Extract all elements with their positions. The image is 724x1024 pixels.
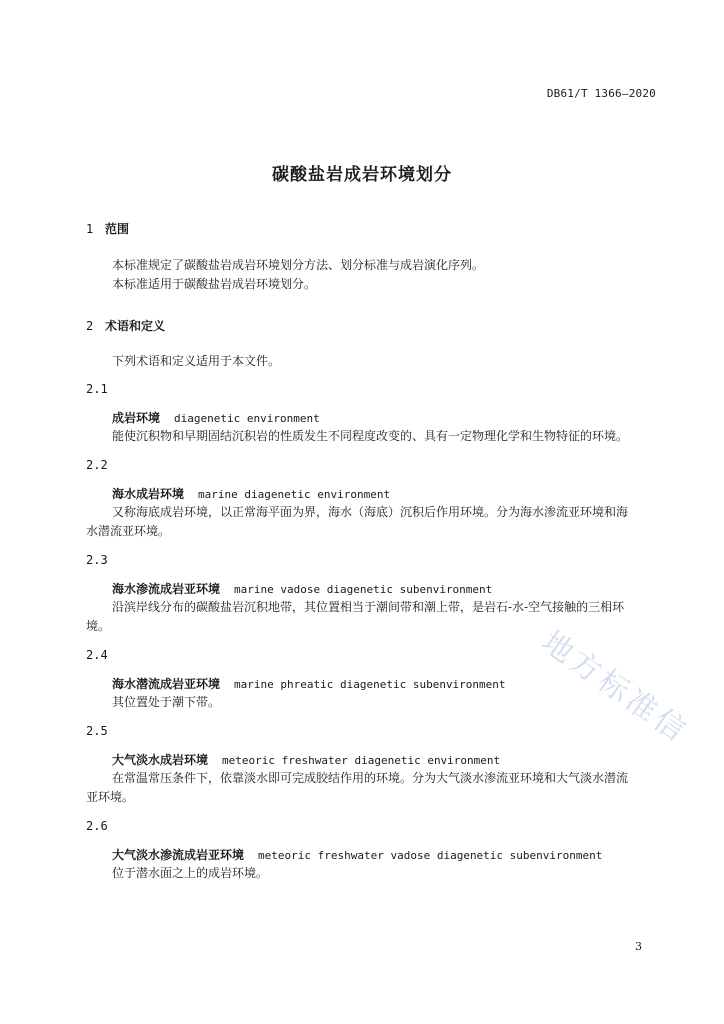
term-2-1-number: 2.1 — [86, 382, 108, 396]
term-2-2-heading — [112, 485, 390, 502]
section-1-title: 范围 — [105, 222, 130, 236]
term-2-6-def-line-1: 位于潜水面之上的成岩环境。 — [112, 866, 269, 880]
term-2-6-en: meteoric freshwater vadose diagenetic subenvironment — [258, 849, 603, 862]
term-2-4-def-line-1: 其位置处于潮下带。 — [112, 695, 221, 709]
term-2-1-en: diagenetic environment — [174, 412, 320, 425]
term-2-4-number: 2.4 — [86, 648, 108, 662]
term-2-1-def-line-1: 能使沉积物和早期固结沉积岩的性质发生不同程度改变的、具有一定物理化学和生物特征的环境。 — [112, 429, 629, 443]
term-2-2-def-line-2: 水潜流亚环境。 — [86, 524, 171, 538]
term-2-5-def-line-1: 在常温常压条件下，依靠淡水即可完成胶结作用的环境。分为大气淡水渗流亚环境和大气淡水潜流 — [112, 771, 629, 785]
section-2-heading — [86, 317, 165, 334]
document-title: 碳酸盐岩成岩环境划分 — [272, 165, 452, 185]
section-1-line-2: 本标准适用于碳酸盐岩成岩环境划分。 — [112, 277, 317, 291]
page-number: 3 — [635, 940, 642, 953]
term-2-5-def-line-2: 亚环境。 — [86, 790, 135, 804]
term-2-2-zh: 海水成岩环境 — [112, 487, 185, 501]
term-2-3-number: 2.3 — [86, 553, 108, 567]
term-2-1-zh: 成岩环境 — [112, 411, 161, 425]
term-2-3-def-line-1: 沿滨岸线分布的碳酸盐岩沉积地带，其位置相当于潮间带和潮上带，是岩石-水-空气接触的三相环 — [112, 600, 625, 614]
term-2-6-number: 2.6 — [86, 819, 108, 833]
term-2-5-zh: 大气淡水成岩环境 — [112, 753, 209, 767]
section-1-heading — [86, 220, 129, 237]
term-2-5-number: 2.5 — [86, 724, 108, 738]
term-2-5-en: meteoric freshwater diagenetic environment — [222, 754, 501, 767]
term-2-5-heading — [112, 751, 500, 768]
term-2-3-zh: 海水渗流成岩亚环境 — [112, 582, 221, 596]
term-2-2-def-line-1: 又称海底成岩环境，以正常海平面为界，海水（海底）沉积后作用环境。分为海水渗流亚环境和海 — [112, 505, 629, 519]
term-2-4-heading — [112, 675, 506, 692]
watermark: 地方标准信 — [535, 624, 695, 751]
term-2-1-heading — [112, 409, 320, 426]
term-2-3-en: marine vadose diagenetic subenvironment — [234, 583, 493, 596]
term-2-6-heading — [112, 846, 602, 863]
section-2-number: 2 — [86, 319, 94, 333]
term-2-3-def-line-2: 境。 — [86, 619, 111, 633]
term-2-2-en: marine diagenetic environment — [198, 488, 391, 501]
section-1-number: 1 — [86, 222, 94, 236]
term-2-3-heading — [112, 580, 492, 597]
term-2-4-zh: 海水潜流成岩亚环境 — [112, 677, 221, 691]
section-2-title: 术语和定义 — [105, 319, 166, 333]
term-2-4-en: marine phreatic diagenetic subenvironment — [234, 678, 506, 691]
standard-code: DB61/T 1366—2020 — [546, 87, 656, 100]
term-2-6-zh: 大气淡水渗流成岩亚环境 — [112, 848, 245, 862]
section-1-line-1: 本标准规定了碳酸盐岩成岩环境划分方法、划分标准与成岩演化序列。 — [112, 258, 485, 272]
section-2-intro: 下列术语和定义适用于本文件。 — [112, 354, 281, 368]
term-2-2-number: 2.2 — [86, 458, 108, 472]
